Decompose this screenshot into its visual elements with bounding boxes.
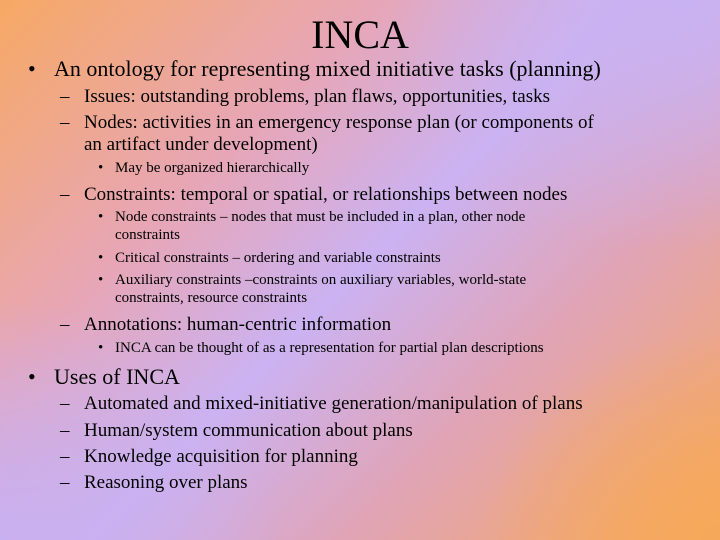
subitem-text: May be organized hierarchically <box>115 160 310 176</box>
subitem-text: INCA can be thought of as a representation for partial plan descriptions <box>115 340 544 356</box>
bullet-text: Uses of INCA <box>54 364 180 389</box>
dash-marker: – <box>60 420 70 441</box>
subitem-text-continued: constraints <box>115 227 180 243</box>
bullet-marker: • <box>98 272 104 288</box>
item-text: Issues: outstanding problems, plan flaws, opportunities, tasks <box>84 86 550 107</box>
item-text: Knowledge acquisition for planning <box>84 446 358 467</box>
bullet-marker: • <box>98 209 104 225</box>
slide-title: INCA <box>311 12 409 57</box>
subitem-text: Auxiliary constraints –constraints on auxiliary variables, world-state <box>115 272 527 288</box>
dash-marker: – <box>60 86 70 107</box>
bullet-text: An ontology for representing mixed initiative tasks (planning) <box>54 56 601 81</box>
subitem-text: Critical constraints – ordering and variable constraints <box>115 250 441 266</box>
bullet-marker: • <box>28 56 36 81</box>
bullet-marker: • <box>98 250 104 266</box>
dash-marker: – <box>60 112 70 133</box>
item-text: Constraints: temporal or spatial, or relationships between nodes <box>84 184 568 205</box>
dash-marker: – <box>60 472 70 493</box>
dash-marker: – <box>60 446 70 467</box>
bullet-marker: • <box>28 364 36 389</box>
dash-marker: – <box>60 314 70 335</box>
dash-marker: – <box>60 184 70 205</box>
item-text: Human/system communication about plans <box>84 420 413 441</box>
bullet-marker: • <box>98 340 104 356</box>
bullet-marker: • <box>98 160 104 176</box>
item-text: Nodes: activities in an emergency response plan (or components of <box>84 112 594 133</box>
item-text-continued: an artifact under development) <box>84 134 318 155</box>
item-text: Automated and mixed-initiative generation/manipulation of plans <box>84 393 583 414</box>
subitem-text-continued: constraints, resource constraints <box>115 290 308 306</box>
item-text: Annotations: human-centric information <box>84 314 392 335</box>
subitem-text: Node constraints – nodes that must be included in a plan, other node <box>115 209 526 225</box>
dash-marker: – <box>60 393 70 414</box>
item-text: Reasoning over plans <box>84 472 248 493</box>
